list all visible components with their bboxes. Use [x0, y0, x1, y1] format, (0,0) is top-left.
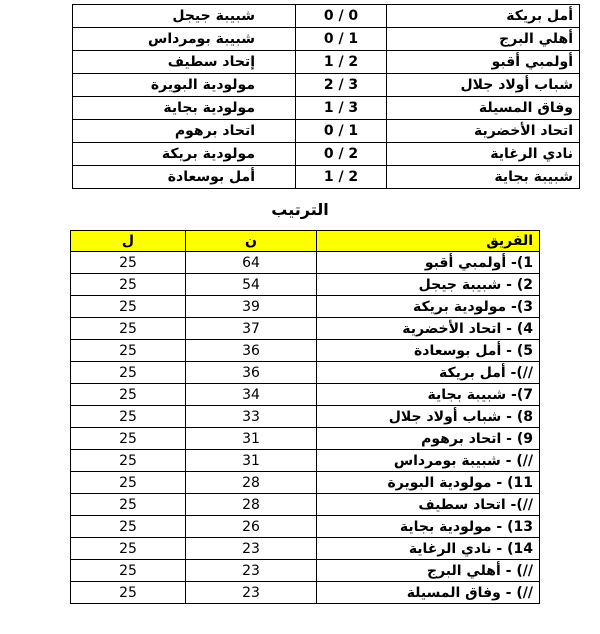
played-cell: 25 — [71, 538, 186, 560]
played-cell: 25 — [71, 318, 186, 340]
played-cell: 25 — [71, 362, 186, 384]
team-cell: 3)- مولودية بريكة — [317, 296, 540, 318]
standings-row — [71, 450, 540, 472]
away-team: مولودية البويرة — [73, 74, 296, 97]
standings-row — [71, 340, 540, 362]
points-cell: 26 — [186, 516, 317, 538]
points-cell: 37 — [186, 318, 317, 340]
away-team: مولودية بريكة — [73, 143, 296, 166]
points-cell: 28 — [186, 472, 317, 494]
result-row — [73, 51, 580, 74]
standings-row — [71, 582, 540, 604]
standings-row — [71, 560, 540, 582]
match-score: 2 / 3 — [296, 74, 387, 97]
points-cell: 23 — [186, 560, 317, 582]
standings-row — [71, 538, 540, 560]
team-cell: 14) - نادي الرغاية — [317, 538, 540, 560]
standings-row — [71, 428, 540, 450]
home-team: أولمبي أقبو — [387, 51, 580, 74]
team-cell: 8) - شباب أولاد جلال — [317, 406, 540, 428]
played-cell: 25 — [71, 296, 186, 318]
away-team: شبيبة بومرداس — [73, 28, 296, 51]
team-cell: 7)- شبيبة بجاية — [317, 384, 540, 406]
result-row — [73, 5, 580, 28]
standings-row — [71, 494, 540, 516]
team-cell: 4) - اتحاد الأخضرية — [317, 318, 540, 340]
header-points: ن — [186, 231, 317, 252]
team-cell: //)- أمل بريكة — [317, 362, 540, 384]
header-team: الفريق — [317, 231, 540, 252]
home-team: شبيبة بجاية — [387, 166, 580, 189]
header-played: ل — [71, 231, 186, 252]
played-cell: 25 — [71, 582, 186, 604]
played-cell: 25 — [71, 494, 186, 516]
points-cell: 23 — [186, 538, 317, 560]
team-cell: 11) - مولودية البويرة — [317, 472, 540, 494]
team-cell: 5) - أمل بوسعادة — [317, 340, 540, 362]
home-team: وفاق المسيلة — [387, 97, 580, 120]
points-cell: 31 — [186, 450, 317, 472]
points-cell: 31 — [186, 428, 317, 450]
away-team: اتحاد برهوم — [73, 120, 296, 143]
team-cell: 9) - اتحاد برهوم — [317, 428, 540, 450]
away-team: إتحاد سطيف — [73, 51, 296, 74]
standings-row — [71, 362, 540, 384]
played-cell: 25 — [71, 252, 186, 274]
points-cell: 23 — [186, 582, 317, 604]
played-cell: 25 — [71, 340, 186, 362]
home-team: نادي الرغاية — [387, 143, 580, 166]
played-cell: 25 — [71, 560, 186, 582]
points-cell: 36 — [186, 362, 317, 384]
played-cell: 25 — [71, 516, 186, 538]
points-cell: 33 — [186, 406, 317, 428]
standings-row — [71, 318, 540, 340]
result-row — [73, 74, 580, 97]
match-score: 0 / 0 — [296, 5, 387, 28]
standings-row — [71, 406, 540, 428]
results-body — [73, 5, 580, 189]
points-cell: 54 — [186, 274, 317, 296]
match-score: 1 / 2 — [296, 51, 387, 74]
points-cell: 34 — [186, 384, 317, 406]
result-row — [73, 97, 580, 120]
team-cell: 2) - شبيبة جيجل — [317, 274, 540, 296]
results-table — [72, 4, 580, 189]
match-score: 1 / 2 — [296, 166, 387, 189]
standings-row — [71, 472, 540, 494]
team-cell: 13) - مولودية بجاية — [317, 516, 540, 538]
team-cell: 1)- أولمبي أقبو — [317, 252, 540, 274]
points-cell: 39 — [186, 296, 317, 318]
standings-header-row — [71, 231, 540, 252]
match-score: 0 / 2 — [296, 143, 387, 166]
away-team: شبيبة جيجل — [73, 5, 296, 28]
team-cell: //) - أهلي البرج — [317, 560, 540, 582]
played-cell: 25 — [71, 450, 186, 472]
standings-row — [71, 274, 540, 296]
standings-row — [71, 296, 540, 318]
home-team: شباب أولاد جلال — [387, 74, 580, 97]
standings-body — [71, 252, 540, 604]
match-score: 0 / 1 — [296, 28, 387, 51]
home-team: اتحاد الأخضرية — [387, 120, 580, 143]
played-cell: 25 — [71, 274, 186, 296]
result-row — [73, 120, 580, 143]
home-team: أمل بريكة — [387, 5, 580, 28]
standings-row — [71, 516, 540, 538]
points-cell: 64 — [186, 252, 317, 274]
team-cell: //) - شبيبة بومرداس — [317, 450, 540, 472]
points-cell: 28 — [186, 494, 317, 516]
played-cell: 25 — [71, 428, 186, 450]
away-team: مولودية بجاية — [73, 97, 296, 120]
standings-row — [71, 252, 540, 274]
played-cell: 25 — [71, 384, 186, 406]
played-cell: 25 — [71, 406, 186, 428]
played-cell: 25 — [71, 472, 186, 494]
result-row — [73, 28, 580, 51]
away-team: أمل بوسعادة — [73, 166, 296, 189]
result-row — [73, 143, 580, 166]
match-score: 1 / 3 — [296, 97, 387, 120]
result-row — [73, 166, 580, 189]
standings-table — [70, 230, 540, 604]
standings-row — [71, 384, 540, 406]
home-team: أهلي البرج — [387, 28, 580, 51]
points-cell: 36 — [186, 340, 317, 362]
standings-title: الترتيب — [271, 200, 329, 219]
match-score: 0 / 1 — [296, 120, 387, 143]
team-cell: //) - وفاق المسيلة — [317, 582, 540, 604]
team-cell: //)- اتحاد سطيف — [317, 494, 540, 516]
